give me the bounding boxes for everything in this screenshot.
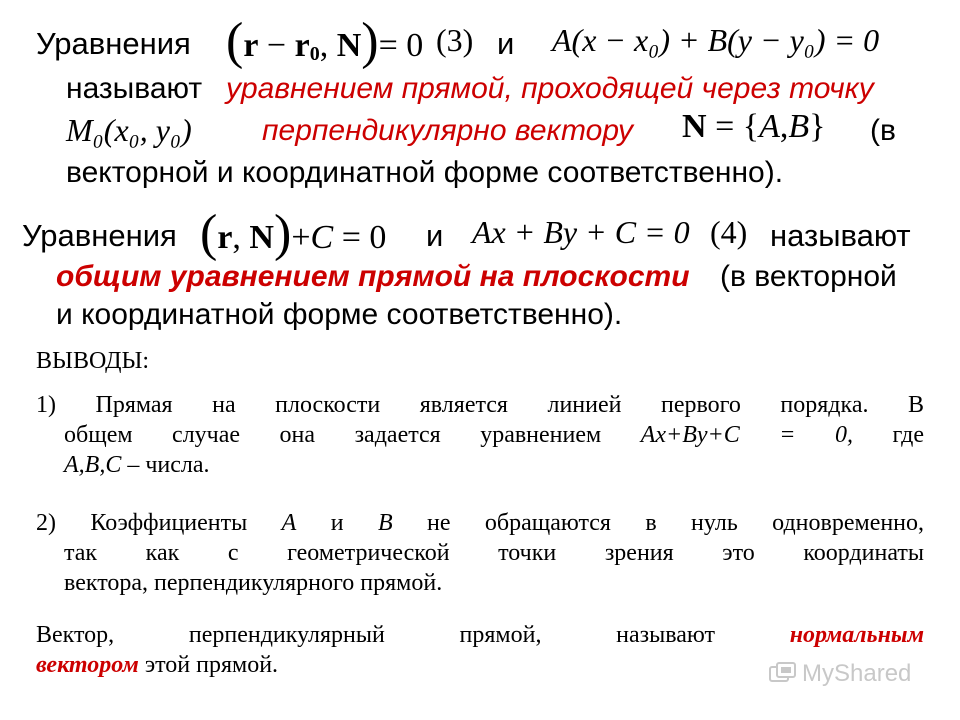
block1-conj: и [497, 26, 515, 61]
eq3-vector-form: ($r - r_0$, N)= 0 [226, 13, 424, 70]
block1-line3-paren: (в [870, 114, 896, 147]
conclusion-2 [36, 508, 924, 598]
block1-line4: векторной и координатной форме соответственно). [66, 156, 784, 189]
block2-label: Уравнения [22, 218, 177, 253]
block2-definition: общим уравнением прямой на плоскости [56, 260, 690, 293]
eq4-vector-form: (r, N)+C = 0 [200, 205, 387, 262]
term-vector: вектором [36, 652, 139, 678]
conclusion-2-line2: так как с геометрической точки зрения это координаты [64, 540, 924, 566]
block1-line2-text: называют [66, 72, 203, 105]
normal-vector-line1: Вектор, перпендикулярный прямой, называют нормальным [36, 622, 925, 648]
conclusion-2-line1: 2) Коэффициенты A и B не обращаются в нуль одновременно, [36, 510, 925, 536]
block2-line2-end: (в векторной [720, 260, 897, 293]
block1-line2-definition: уравнением прямой, проходящей через точку [226, 72, 874, 105]
block1-label: Уравнения [36, 26, 191, 61]
term-normal: нормальным [789, 622, 925, 648]
eq3-coord-form: A(x − x₀) + B(y − y₀) = 0 [552, 22, 880, 58]
conclusion-2-line3: вектора, перпендикулярного прямой. [64, 570, 443, 596]
conclusion-1-line1: 1) Прямая на плоскости является линией первого порядка. В [36, 392, 924, 418]
normal-vector-def: N = {A,B} [682, 108, 826, 145]
conclusion-1-line2: общем случае она задается уравнением Ax+By+C = 0, где [64, 422, 925, 448]
block1-point: M₀(x₀, y₀) [66, 112, 192, 148]
conclusion-1 [36, 390, 924, 480]
block2-line1-end: называют [770, 218, 911, 253]
eq3-number: (3) [436, 22, 474, 58]
conclusions-heading: ВЫВОДЫ: [36, 348, 150, 374]
conclusion-1-line3: A,B,C – числа. [64, 452, 210, 478]
normal-vector-line2: вектором этой прямой. [36, 652, 279, 678]
block1-line3-definition: перпендикулярно вектору [262, 114, 634, 147]
general-equation: Ax+By+C = 0, [640, 422, 853, 448]
shared-logo-icon [768, 661, 798, 687]
block2-line3: и координатной форме соответственно). [56, 298, 623, 331]
watermark-text: MyShared [802, 660, 912, 687]
eq4-coord-form: Ax + By + C = 0 [472, 214, 690, 250]
block2-conj: и [426, 218, 444, 253]
watermark [768, 660, 911, 688]
eq4-number: (4) [710, 214, 748, 250]
